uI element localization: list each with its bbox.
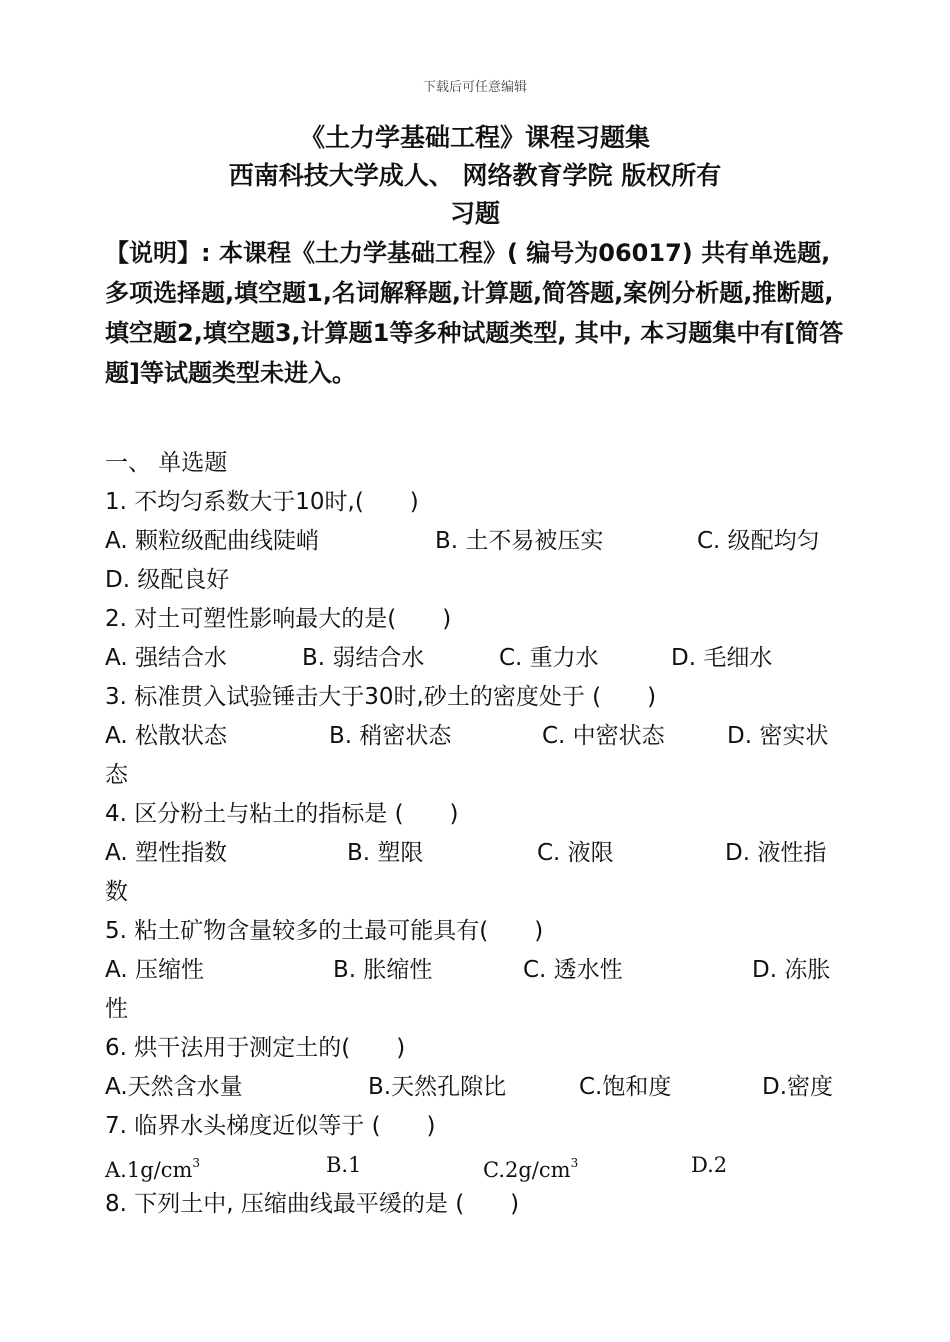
option-d: D.2 (691, 1153, 728, 1177)
option-d: D. 液性指 (725, 840, 827, 866)
question-3-options-cont (105, 756, 850, 795)
option-c: C.饱和度 (579, 1074, 672, 1100)
option-b: B. 稍密状态 (329, 723, 452, 749)
section-title: 习题 (449, 199, 500, 228)
question-4-stem: 4. 区分粉土与粘土的指标是 ( ) (105, 801, 459, 827)
option-d: D. 密实状 (727, 723, 829, 749)
question-list (105, 444, 850, 1224)
option-d-wrap: 性 (105, 996, 128, 1022)
question-7-stem: 7. 临界水头梯度近似等于 ( ) (105, 1113, 436, 1139)
publisher-line: 西南科技大学成人、 网络教育学院 版权所有 (228, 161, 722, 190)
question-3-stem: 3. 标准贯入试验锤击大于30时,砂土的密度处于 ( ) (105, 684, 657, 710)
superscript: 3 (570, 1156, 579, 1170)
option-b: B. 塑限 (347, 840, 424, 866)
option-a: A. 颗粒级配曲线陡峭 (105, 528, 319, 554)
option-b: B.天然孔隙比 (368, 1074, 507, 1100)
question-2-options (105, 639, 850, 678)
question-5-options-cont (105, 990, 850, 1029)
option-a: A.天然含水量 (105, 1074, 243, 1100)
option-c: C. 液限 (537, 840, 614, 866)
header-note: 下载后可任意编辑 (422, 80, 527, 95)
question-5-stem: 5. 粘土矿物含量较多的土最可能具有( ) (105, 918, 544, 944)
option-c: C. 级配均匀 (697, 528, 820, 554)
superscript: 3 (192, 1156, 201, 1170)
question-6-stem: 6. 烘干法用于测定土的( ) (105, 1035, 406, 1061)
option-c: C. 中密状态 (542, 723, 665, 749)
option-d-wrap: 数 (105, 879, 128, 905)
question-6-options (105, 1068, 850, 1107)
option-b: B.1 (326, 1153, 362, 1177)
question-1-options (105, 522, 850, 561)
question-7-options (105, 1146, 850, 1185)
option-a: $A.1g/cm^3$ (105, 1156, 201, 1182)
option-a: A. 强结合水 (105, 645, 227, 671)
option-b: B. 胀缩性 (333, 957, 433, 983)
document-title: 《土力学基础工程》课程习题集 (299, 123, 650, 152)
option-d: D. 级配良好 (105, 567, 230, 593)
question-2-stem: 2. 对土可塑性影响最大的是( ) (105, 606, 452, 632)
question-4-options-cont (105, 873, 850, 912)
question-4-options (105, 834, 850, 873)
option-a: A. 松散状态 (105, 723, 227, 749)
option-b: B. 土不易被压实 (435, 528, 604, 554)
option-d: D.密度 (762, 1074, 834, 1100)
question-1-options-cont (105, 561, 850, 600)
question-8-stem: 8. 下列土中, 压缩曲线最平缓的是 ( ) (105, 1191, 520, 1217)
option-c: C. 重力水 (499, 645, 599, 671)
option-a: A. 塑性指数 (105, 840, 227, 866)
section-heading: 一、 单选题 (105, 450, 228, 476)
question-5-options (105, 951, 850, 990)
question-1-stem: 1. 不均匀系数大于10时,( ) (105, 489, 419, 515)
question-3-options (105, 717, 850, 756)
option-c: C. 透水性 (523, 957, 623, 983)
option-a: A. 压缩性 (105, 957, 204, 983)
option-c: $C.2g/cm^3$ (483, 1156, 579, 1182)
option-b: B. 弱结合水 (302, 645, 425, 671)
option-d-wrap: 态 (105, 762, 128, 788)
option-d: D. 毛细水 (671, 645, 773, 671)
option-d: D. 冻胀 (752, 957, 831, 983)
intro-paragraph: 【说明】: 本课程《土力学基础工程》( 编号为06017) 共有单选题,多项选择题,填空题1,名词解释题,计算题,简答题,案例分析题,推断题,填空题2,填空题3,计算题1等多种试题类型, 其中, 本习题集中有[简答题]等试题类型未进入。 (105, 239, 844, 387)
